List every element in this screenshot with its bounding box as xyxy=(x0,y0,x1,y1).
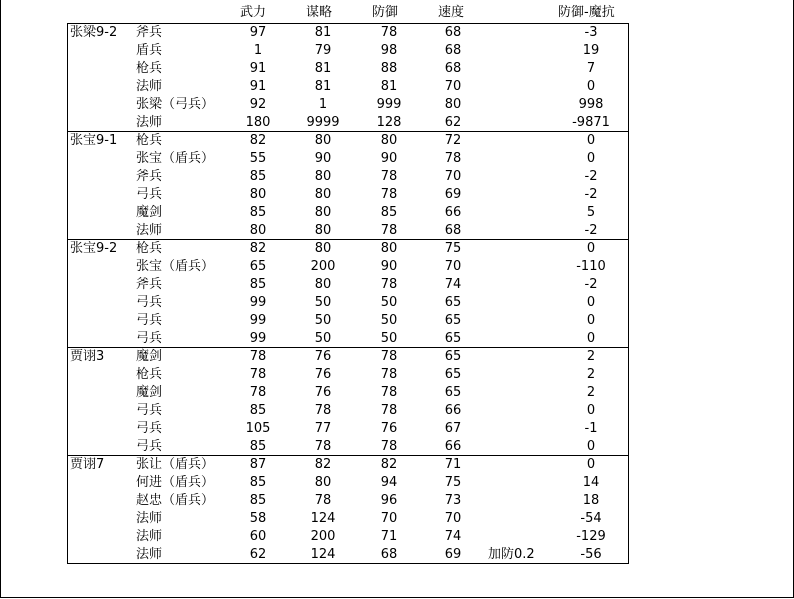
int-value: 200 xyxy=(310,529,336,544)
def-value: 78 xyxy=(380,187,398,202)
table-row xyxy=(68,78,628,96)
stage-name: 张宝9-2 xyxy=(70,241,118,256)
diff-value: -56 xyxy=(580,547,602,562)
atk-value: 105 xyxy=(245,421,271,436)
atk-value: 78 xyxy=(249,349,267,364)
atk-value: 58 xyxy=(249,511,267,526)
def-value: 80 xyxy=(380,241,398,256)
def-value: 90 xyxy=(380,259,398,274)
atk-value: 85 xyxy=(249,475,267,490)
stage-group xyxy=(67,131,629,239)
table-row xyxy=(68,240,628,258)
table-row xyxy=(68,204,628,222)
int-value: 80 xyxy=(314,187,332,202)
atk-value: 82 xyxy=(249,133,267,148)
spd-value: 70 xyxy=(444,511,462,526)
int-value: 77 xyxy=(314,421,332,436)
spd-value: 66 xyxy=(444,439,462,454)
diff-value: 2 xyxy=(586,349,596,364)
diff-value: 0 xyxy=(586,313,596,328)
diff-value: -2 xyxy=(584,169,598,184)
diff-value: 7 xyxy=(586,61,596,76)
def-value: 78 xyxy=(380,277,398,292)
atk-value: 85 xyxy=(249,439,267,454)
def-value: 78 xyxy=(380,223,398,238)
diff-value: 998 xyxy=(578,97,604,112)
int-value: 124 xyxy=(310,547,336,562)
def-value: 999 xyxy=(376,97,402,112)
spd-value: 71 xyxy=(444,457,462,472)
def-value: 71 xyxy=(380,529,398,544)
def-value: 50 xyxy=(380,313,398,328)
spd-value: 74 xyxy=(444,529,462,544)
atk-value: 62 xyxy=(249,547,267,562)
atk-value: 99 xyxy=(249,313,267,328)
table-row xyxy=(68,258,628,276)
diff-value: 0 xyxy=(586,133,596,148)
stage-name: 张梁9-2 xyxy=(70,25,118,40)
diff-value: 0 xyxy=(586,403,596,418)
def-value: 78 xyxy=(380,385,398,400)
atk-value: 87 xyxy=(249,457,267,472)
unit-name: 法师 xyxy=(136,79,163,94)
int-value: 50 xyxy=(314,313,332,328)
def-value: 128 xyxy=(376,115,402,130)
unit-name: 枪兵 xyxy=(136,133,163,148)
spd-value: 65 xyxy=(444,295,462,310)
table-row xyxy=(68,42,628,60)
def-value: 78 xyxy=(380,439,398,454)
unit-name: 魔剑 xyxy=(136,385,163,400)
int-value: 78 xyxy=(314,403,332,418)
spd-value: 74 xyxy=(444,277,462,292)
table-row xyxy=(68,402,628,420)
def-value: 90 xyxy=(380,151,398,166)
stage-group xyxy=(67,455,629,564)
atk-value: 85 xyxy=(249,277,267,292)
def-value: 78 xyxy=(380,349,398,364)
int-value: 124 xyxy=(310,511,336,526)
header-int: 谋略 xyxy=(306,5,333,20)
table-row xyxy=(68,474,628,492)
int-value: 80 xyxy=(314,277,332,292)
diff-value: 0 xyxy=(586,79,596,94)
stage-group xyxy=(67,239,629,347)
diff-value: -3 xyxy=(584,25,598,40)
atk-value: 80 xyxy=(249,187,267,202)
table-row xyxy=(68,456,628,474)
table-row xyxy=(68,492,628,510)
unit-name: 弓兵 xyxy=(136,187,163,202)
int-value: 82 xyxy=(314,457,332,472)
spd-value: 75 xyxy=(444,475,462,490)
int-value: 80 xyxy=(314,241,332,256)
atk-value: 85 xyxy=(249,493,267,508)
diff-value: 14 xyxy=(582,475,600,490)
atk-value: 60 xyxy=(249,529,267,544)
def-value: 85 xyxy=(380,205,398,220)
atk-value: 65 xyxy=(249,259,267,274)
diff-value: 18 xyxy=(582,493,600,508)
atk-value: 97 xyxy=(249,25,267,40)
table-row xyxy=(68,366,628,384)
diff-value: 0 xyxy=(586,295,596,310)
unit-name: 枪兵 xyxy=(136,367,163,382)
def-value: 76 xyxy=(380,421,398,436)
stage-group xyxy=(67,347,629,455)
unit-name: 枪兵 xyxy=(136,61,163,76)
diff-value: 19 xyxy=(582,43,600,58)
spd-value: 66 xyxy=(444,403,462,418)
def-value: 88 xyxy=(380,61,398,76)
diff-value: 0 xyxy=(586,151,596,166)
stage-group xyxy=(67,23,629,131)
diff-value: -2 xyxy=(584,187,598,202)
def-value: 96 xyxy=(380,493,398,508)
diff-value: 2 xyxy=(586,367,596,382)
spd-value: 66 xyxy=(444,205,462,220)
diff-value: 0 xyxy=(586,439,596,454)
spd-value: 70 xyxy=(444,169,462,184)
table-row xyxy=(68,546,628,564)
int-value: 50 xyxy=(314,295,332,310)
diff-value: -1 xyxy=(584,421,598,436)
spd-value: 70 xyxy=(444,79,462,94)
spd-value: 75 xyxy=(444,241,462,256)
atk-value: 85 xyxy=(249,403,267,418)
spd-value: 65 xyxy=(444,313,462,328)
table-row xyxy=(68,384,628,402)
int-value: 80 xyxy=(314,133,332,148)
def-value: 82 xyxy=(380,457,398,472)
int-value: 9999 xyxy=(306,115,340,130)
atk-value: 180 xyxy=(245,115,271,130)
int-value: 80 xyxy=(314,169,332,184)
stage-name: 贾诩3 xyxy=(70,349,105,364)
table-row xyxy=(68,114,628,132)
stage-name: 贾诩7 xyxy=(70,457,105,472)
header-diff: 防御-魔抗 xyxy=(558,5,615,20)
def-value: 78 xyxy=(380,367,398,382)
header-spd: 速度 xyxy=(438,5,465,20)
unit-name: 何进（盾兵） xyxy=(136,475,215,490)
def-value: 94 xyxy=(380,475,398,490)
unit-name: 弓兵 xyxy=(136,439,163,454)
def-value: 68 xyxy=(380,547,398,562)
table-row xyxy=(68,510,628,528)
atk-value: 85 xyxy=(249,169,267,184)
int-value: 78 xyxy=(314,439,332,454)
int-value: 76 xyxy=(314,367,332,382)
diff-value: 0 xyxy=(586,457,596,472)
table-row xyxy=(68,294,628,312)
int-value: 80 xyxy=(314,475,332,490)
spd-value: 68 xyxy=(444,25,462,40)
unit-name: 张让（盾兵） xyxy=(136,457,215,472)
def-value: 81 xyxy=(380,79,398,94)
diff-value: 0 xyxy=(586,241,596,256)
unit-name: 张梁（弓兵） xyxy=(136,97,215,112)
stage-name: 张宝9-1 xyxy=(70,133,118,148)
diff-value: -129 xyxy=(576,529,606,544)
unit-name: 弓兵 xyxy=(136,403,163,418)
unit-name: 法师 xyxy=(136,511,163,526)
atk-value: 78 xyxy=(249,367,267,382)
spd-value: 65 xyxy=(444,367,462,382)
atk-value: 91 xyxy=(249,79,267,94)
diff-value: 2 xyxy=(586,385,596,400)
int-value: 81 xyxy=(314,79,332,94)
spd-value: 73 xyxy=(444,493,462,508)
int-value: 76 xyxy=(314,349,332,364)
atk-value: 99 xyxy=(249,331,267,346)
spd-value: 78 xyxy=(444,151,462,166)
table-row xyxy=(68,528,628,546)
int-value: 200 xyxy=(310,259,336,274)
unit-name: 枪兵 xyxy=(136,241,163,256)
atk-value: 85 xyxy=(249,205,267,220)
int-value: 80 xyxy=(314,205,332,220)
spd-value: 80 xyxy=(444,97,462,112)
def-value: 98 xyxy=(380,43,398,58)
unit-name: 弓兵 xyxy=(136,313,163,328)
table-row xyxy=(68,312,628,330)
atk-value: 78 xyxy=(249,385,267,400)
spd-value: 68 xyxy=(444,43,462,58)
def-value: 50 xyxy=(380,295,398,310)
int-value: 76 xyxy=(314,385,332,400)
def-value: 80 xyxy=(380,133,398,148)
diff-value: -54 xyxy=(580,511,602,526)
unit-name: 弓兵 xyxy=(136,295,163,310)
unit-name: 魔剑 xyxy=(136,205,163,220)
header-atk: 武力 xyxy=(240,5,267,20)
int-value: 81 xyxy=(314,61,332,76)
spd-value: 70 xyxy=(444,259,462,274)
spd-value: 68 xyxy=(444,61,462,76)
table-row xyxy=(68,96,628,114)
unit-name: 法师 xyxy=(136,223,163,238)
int-value: 78 xyxy=(314,493,332,508)
unit-name: 斧兵 xyxy=(136,25,163,40)
table-row xyxy=(68,222,628,240)
table-row xyxy=(68,132,628,150)
unit-name: 张宝（盾兵） xyxy=(136,151,215,166)
def-value: 50 xyxy=(380,331,398,346)
int-value: 79 xyxy=(314,43,332,58)
def-value: 78 xyxy=(380,403,398,418)
table-row xyxy=(68,168,628,186)
def-value: 78 xyxy=(380,25,398,40)
table-row xyxy=(68,150,628,168)
int-value: 81 xyxy=(314,25,332,40)
unit-name: 魔剑 xyxy=(136,349,163,364)
table-row xyxy=(68,60,628,78)
int-value: 80 xyxy=(314,223,332,238)
spd-value: 72 xyxy=(444,133,462,148)
unit-name: 法师 xyxy=(136,547,163,562)
table-row xyxy=(68,186,628,204)
spd-value: 65 xyxy=(444,349,462,364)
diff-value: 0 xyxy=(586,331,596,346)
unit-name: 斧兵 xyxy=(136,169,163,184)
atk-value: 99 xyxy=(249,295,267,310)
atk-value: 1 xyxy=(253,43,263,58)
spd-value: 65 xyxy=(444,331,462,346)
int-value: 50 xyxy=(314,331,332,346)
note-text: 加防0.2 xyxy=(488,547,535,562)
unit-name: 盾兵 xyxy=(136,43,163,58)
spd-value: 65 xyxy=(444,385,462,400)
spd-value: 62 xyxy=(444,115,462,130)
spd-value: 69 xyxy=(444,187,462,202)
atk-value: 55 xyxy=(249,151,267,166)
stats-table xyxy=(67,23,629,564)
diff-value: 5 xyxy=(586,205,596,220)
int-value: 90 xyxy=(314,151,332,166)
header-def: 防御 xyxy=(372,5,399,20)
atk-value: 80 xyxy=(249,223,267,238)
table-row xyxy=(68,276,628,294)
unit-name: 弓兵 xyxy=(136,421,163,436)
unit-name: 法师 xyxy=(136,115,163,130)
table-row xyxy=(68,420,628,438)
atk-value: 82 xyxy=(249,241,267,256)
table-row xyxy=(68,24,628,42)
spd-value: 68 xyxy=(444,223,462,238)
diff-value: -110 xyxy=(576,259,606,274)
diff-value: -9871 xyxy=(572,115,610,130)
unit-name: 斧兵 xyxy=(136,277,163,292)
def-value: 70 xyxy=(380,511,398,526)
unit-name: 张宝（盾兵） xyxy=(136,259,215,274)
table-row xyxy=(68,348,628,366)
table-row xyxy=(68,438,628,456)
diff-value: -2 xyxy=(584,223,598,238)
table-row xyxy=(68,330,628,348)
spd-value: 69 xyxy=(444,547,462,562)
diff-value: -2 xyxy=(584,277,598,292)
unit-name: 弓兵 xyxy=(136,331,163,346)
spd-value: 67 xyxy=(444,421,462,436)
atk-value: 91 xyxy=(249,61,267,76)
unit-name: 法师 xyxy=(136,529,163,544)
atk-value: 92 xyxy=(249,97,267,112)
unit-name: 赵忠（盾兵） xyxy=(136,493,215,508)
int-value: 1 xyxy=(318,97,328,112)
def-value: 78 xyxy=(380,169,398,184)
